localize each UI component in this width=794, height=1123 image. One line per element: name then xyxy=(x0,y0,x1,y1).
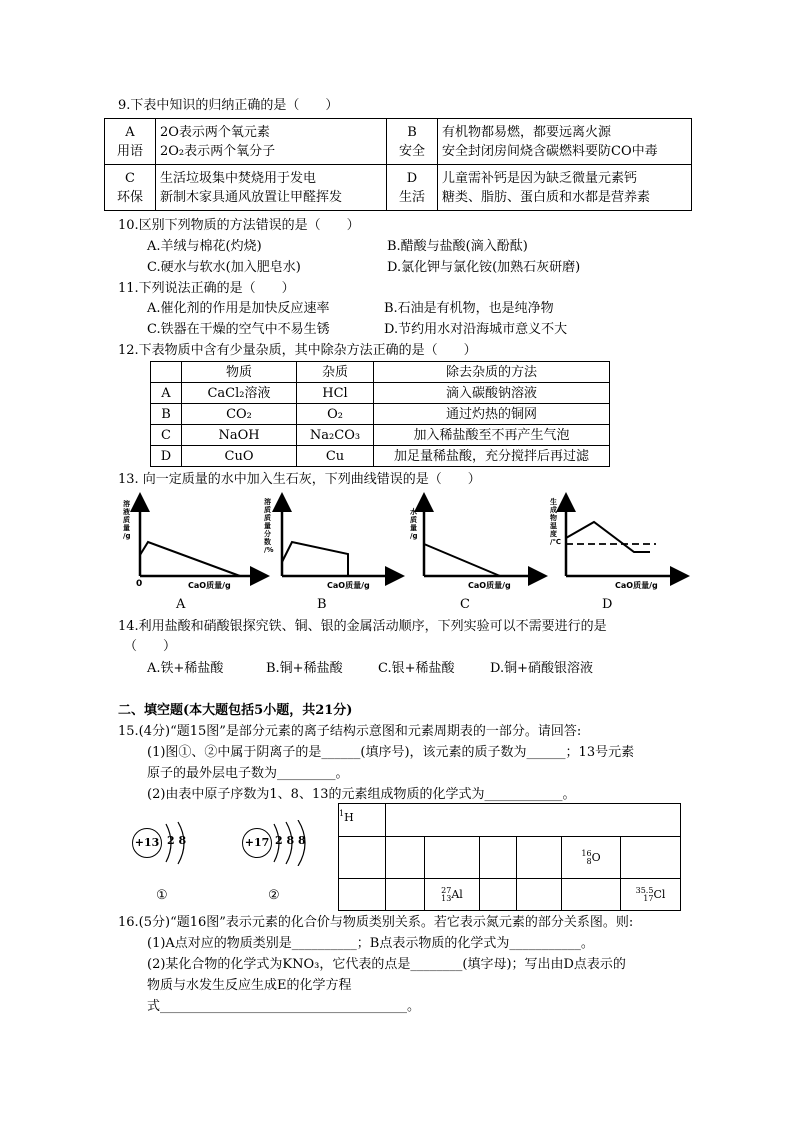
q12-cell: CO₂ xyxy=(182,404,297,425)
q9-cell-a-label: A 用语 xyxy=(105,119,156,165)
q15-line-3: (2)由表中原子序数为1、8、13的元素组成物质的化学式为____________。 xyxy=(147,787,576,802)
q12-header xyxy=(151,362,182,383)
graph-c xyxy=(409,502,538,590)
q12-cell: 加足量稀盐酸，充分搅拌后再过滤 xyxy=(374,446,610,467)
graph-ylabel-char: 量 xyxy=(123,524,130,532)
q11-option-a: A.催化剂的作用是加快反应速率 xyxy=(147,301,330,316)
pt-empty xyxy=(339,837,386,879)
periodic-table xyxy=(338,803,681,911)
q12-table xyxy=(150,361,610,467)
q16-line-2: (1)A点对应的物质类别是__________；B点表示物质的化学式为___________。 xyxy=(147,936,594,951)
q12-cell: CuO xyxy=(182,446,297,467)
q12-cell: B xyxy=(151,404,182,425)
q16-line-1: 16.(5分)“题16图”表示元素的化合价与物质类别关系。若它表示氮元素的部分关系图。则: xyxy=(118,915,634,930)
pt-cell-o: 16 8O xyxy=(562,837,621,879)
pt-empty xyxy=(480,837,517,879)
pt-empty xyxy=(562,879,621,911)
graph-ylabel-char: 成 xyxy=(550,506,557,514)
graph-ylabel-char: 量 xyxy=(410,524,417,532)
q10-option-b: B.醋酸与盐酸(滴入酚酞) xyxy=(387,239,528,254)
q12-cell: C xyxy=(151,425,182,446)
graph-ylabel-char: 量 xyxy=(264,522,271,530)
q10-option-a: A.羊绒与棉花(灼烧) xyxy=(147,239,262,254)
graph-ylabel-char: 溶 xyxy=(123,500,130,508)
q12-cell: NaOH xyxy=(182,425,297,446)
q9-cell-d: 儿童需补钙是因为缺乏微量元素钙 糖类、脂肪、蛋白质和水都是营养素 xyxy=(438,165,692,211)
q12-cell: 通过灼热的铜网 xyxy=(374,404,610,425)
q14-option-d: D.铜+硝酸银溶液 xyxy=(490,661,593,676)
graph-ylabel-char: 质 xyxy=(123,516,130,524)
graph-c-xlabel: CaO质量/g xyxy=(468,581,511,590)
q12-cell: 滴入碳酸钠溶液 xyxy=(374,383,610,404)
graph-a-ylabel xyxy=(123,499,131,540)
q12-cell: 加入稀盐酸至不再产生气泡 xyxy=(374,425,610,446)
ion-2-label: ② xyxy=(268,888,280,903)
q9-cell-a: 2O表示两个氧元素 2O₂表示两个氧分子 xyxy=(156,119,387,165)
ion-1-nucleus: +13 xyxy=(132,828,162,858)
graph-d xyxy=(550,497,680,590)
graph-ylabel-char: 质 xyxy=(264,514,271,522)
graph-ylabel-char: 液 xyxy=(123,508,130,516)
q9-cell-b: 有机物都易燃，都要远离火源 安全封闭房间烧含碳燃料要防CO中毒 xyxy=(438,119,692,165)
q13-graphs xyxy=(110,492,690,592)
ion-2-electrons: 2 8 8 xyxy=(275,834,306,847)
q14-option-b: B.铜+稀盐酸 xyxy=(266,661,343,676)
pt-empty xyxy=(517,837,562,879)
q13-stem: 13. 向一定质量的水中加入生石灰，下列曲线错误的是（ ） xyxy=(118,472,481,487)
graph-ylabel-char: 分 xyxy=(264,530,271,538)
q14-option-a: A.铁+稀盐酸 xyxy=(147,661,224,676)
q16-line-3c: 式______________________________________。 xyxy=(147,999,420,1014)
pt-empty xyxy=(480,879,517,911)
q10-option-d: D.氯化钾与氯化铵(加熟石灰研磨) xyxy=(387,260,581,275)
ion-1-label: ① xyxy=(156,888,168,903)
graph-ylabel-char: 温 xyxy=(550,522,557,530)
q12-cell: Na₂CO₃ xyxy=(297,425,374,446)
q12-header: 除去杂质的方法 xyxy=(374,362,610,383)
graph-d-xlabel: CaO质量/g xyxy=(615,581,658,590)
q9-cell-c-label: C 环保 xyxy=(105,165,156,211)
q12-cell: O₂ xyxy=(297,404,374,425)
pt-empty xyxy=(517,879,562,911)
table-row xyxy=(151,425,610,446)
graph-b-xlabel: CaO质量/g xyxy=(327,581,370,590)
table-row xyxy=(151,383,610,404)
q12-header: 物质 xyxy=(182,362,297,383)
table-row xyxy=(151,446,610,467)
graph-ylabel-char: 水 xyxy=(410,508,417,516)
q12-cell: HCl xyxy=(297,383,374,404)
q9-cell-d-label: D 生活 xyxy=(387,165,438,211)
q16-line-3b: 物质与水发生反应生成E的化学方程 xyxy=(147,978,352,993)
graph-ylabel-char: 生 xyxy=(550,498,557,506)
graph-c-ylabel xyxy=(409,507,418,540)
graph-ylabel-char: 物 xyxy=(550,514,557,522)
q10-option-c: C.硬水与软水(加入肥皂水) xyxy=(147,260,301,275)
q9-cell-c: 生活垃圾集中焚烧用于发电 新制木家具通风放置让甲醛挥发 xyxy=(156,165,387,211)
q9-table xyxy=(104,118,692,211)
graph-ylabel-char: /g xyxy=(410,532,418,540)
pt-empty xyxy=(425,837,480,879)
q11-stem: 11.下列说法正确的是（ ） xyxy=(118,281,295,296)
q11-option-b: B.石油是有机物，也是纯净物 xyxy=(384,301,554,316)
pt-cell-cl: 35.5 17Cl xyxy=(621,879,681,911)
graph-ylabel-char: 质 xyxy=(410,516,417,524)
graph-b-ylabel xyxy=(263,497,274,554)
q14-option-c: C.银+稀盐酸 xyxy=(378,661,455,676)
graph-a xyxy=(123,499,260,590)
graph-a-origin: 0 xyxy=(136,579,143,589)
ion-2-nucleus: +17 xyxy=(242,828,272,858)
pt-empty xyxy=(386,837,425,879)
pt-cell-al: 27 13Al xyxy=(425,879,480,911)
q9-stem: 9.下表中知识的归纳正确的是（ ） xyxy=(118,98,339,113)
ion-1-electrons: 2 8 xyxy=(167,834,187,847)
section-2-title: 二、填空题(本大题包括5小题，共21分) xyxy=(118,703,353,718)
q11-option-d: D.节约用水对沿海城市意义不大 xyxy=(384,322,568,337)
q14-paren: （ ） xyxy=(124,639,177,654)
table-row xyxy=(151,404,610,425)
q16-line-3a: (2)某化合物的化学式为KNO₃，它代表的点是________(填字母)；写出由D点表示的 xyxy=(147,957,626,972)
graph-ylabel-char: 数 xyxy=(264,538,271,546)
q15-line-2b: 原子的最外层电子数为_________。 xyxy=(147,766,349,781)
graph-a-letter: A xyxy=(176,597,186,612)
graph-c-letter: C xyxy=(460,597,470,612)
q14-stem: 14.利用盐酸和硝酸银探究铁、铜、银的金属活动顺序，下列实验可以不需要进行的是 xyxy=(118,619,607,634)
pt-empty xyxy=(386,804,681,837)
q15-line-1: 15.(4分)“题15图”是部分元素的离子结构示意图和元素周期表的一部分。请回答: xyxy=(118,724,582,739)
graph-ylabel-char: 质 xyxy=(264,506,271,514)
graph-ylabel-char: /℃ xyxy=(550,538,562,546)
pt-empty xyxy=(621,837,681,879)
q12-cell: A xyxy=(151,383,182,404)
pt-empty xyxy=(339,879,386,911)
q12-header: 杂质 xyxy=(297,362,374,383)
graph-b-letter: B xyxy=(317,597,327,612)
q10-stem: 10.区别下列物质的方法错误的是（ ） xyxy=(118,218,360,233)
pt-cell-h: $^1$H xyxy=(339,804,386,837)
graph-ylabel-char: 溶 xyxy=(264,498,271,506)
graph-d-ylabel xyxy=(550,497,561,546)
q12-stem: 12.下表物质中含有少量杂质，其中除杂方法正确的是（ ） xyxy=(118,343,477,358)
graph-b xyxy=(263,497,395,590)
graph-ylabel-char: /% xyxy=(264,546,274,554)
graph-ylabel-char: /g xyxy=(123,532,131,540)
q15-line-2a: (1)图①、②中属于阴离子的是______(填序号)，该元素的质子数为______；13号元素 xyxy=(147,745,635,760)
q11-option-c: C.铁器在干燥的空气中不易生锈 xyxy=(147,322,330,337)
graph-a-xlabel: CaO质量/g xyxy=(188,581,231,590)
graph-d-letter: D xyxy=(602,597,613,612)
q9-cell-b-label: B 安全 xyxy=(387,119,438,165)
q12-cell: CaCl₂溶液 xyxy=(182,383,297,404)
graph-ylabel-char: 度 xyxy=(550,530,557,538)
q12-cell: Cu xyxy=(297,446,374,467)
q12-cell: D xyxy=(151,446,182,467)
pt-empty xyxy=(386,879,425,911)
